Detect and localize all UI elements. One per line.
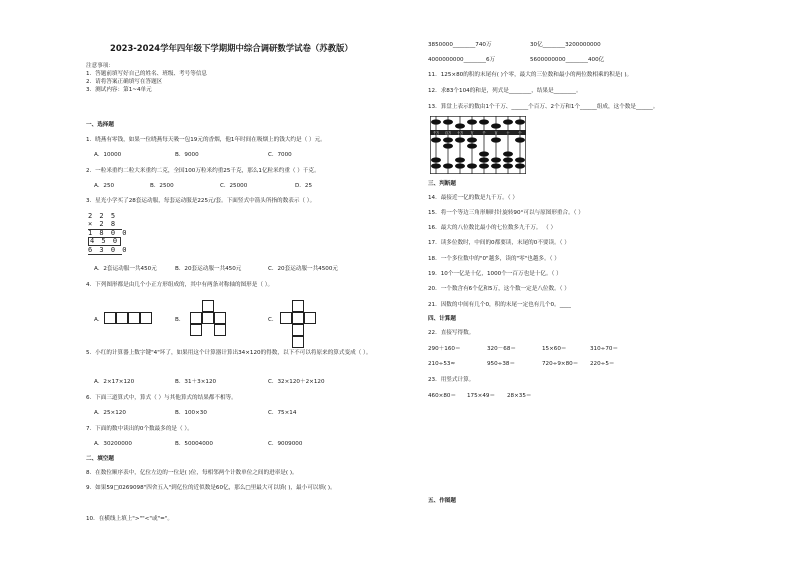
question-20: 20．一个数含有6个亿和5万，这个数一定是八位数。（ ） [428, 286, 570, 292]
q4-option-a: A． [94, 317, 104, 323]
notice-item-3: 3．测试内容：第1~4单元 [86, 87, 152, 93]
question-1: 1．晓燕有零钱，如果一位晓燕每天吸一包19元的香烟，他1年时间在吸烟上的钱大约是（ ）元。 [86, 137, 326, 143]
notice-heading: 注意事项： [86, 63, 114, 69]
section-judge: 三、判断题 [428, 181, 456, 187]
calc-3-3: 28×35＝ [507, 393, 532, 399]
question-6: 6．下面三道算式中，算式（ ）与其他算式的结果都不相等。 [86, 395, 237, 401]
question-10: 10．在横线上填上">""<"或"="。 [86, 516, 173, 522]
section-fill: 二、填空题 [86, 456, 114, 462]
mult-divider-2 [88, 254, 122, 255]
abacus-image [430, 116, 526, 174]
calc-2-1: 210÷53≈ [428, 361, 456, 367]
q4-option-b: B． [175, 317, 185, 323]
abacus-label-1: 千万 [432, 130, 440, 135]
question-15: 15．将一个等边三角形顺时针旋转90°可以与原图形重合。（ ） [428, 210, 584, 216]
mult-line-1: 2 2 5 [88, 212, 117, 220]
question-13: 13．算盘上表示的数由1个千万、______个百万、2个万和1个______组成，这个数是______。 [428, 104, 659, 110]
calc-2-2: 950÷38＝ [487, 361, 516, 367]
abacus-label-5: 千 [482, 130, 486, 135]
abacus-label-7: 十 [506, 130, 510, 135]
question-16: 16．最大的八位数比最小的七位数多九千万。 （ ） [428, 225, 557, 231]
question-2: 2．一粒米重约二粒大米重约二克，全国100万粒米约重25千克，那么1亿粒米约重（ ）千克。 [86, 168, 320, 174]
question-5: 5．小红的计算器上数字键"4"坏了，如果用这个计算器计算出34×120的得数，以下不可以将原来的算式变成（ ）。 [86, 350, 372, 356]
q2-option-b: B．2500 [150, 183, 174, 189]
question-19: 19．10个一亿是十亿，1000个一百万也是十亿。（ ） [428, 271, 562, 277]
q6-option-c: C．75×14 [268, 410, 297, 416]
question-7: 7．下面的数中读出的0个数最多的是（ ）。 [86, 426, 193, 432]
question-11: 11．125×80的积的末尾有( )个零，最大的三位数和最小的两位数相乘的积是( )。 [428, 72, 633, 78]
compare-3: 4000000000________6万 [428, 57, 496, 63]
q7-option-c: C．9009000 [268, 441, 303, 447]
mult-line-5: 6 3 0 0 [88, 245, 129, 254]
q7-option-b: B．50004000 [175, 441, 213, 447]
calc-3-2: 175×49＝ [467, 393, 496, 399]
question-21: 21．因数的中间有几个0，积的末尾一定也有几个0。____ [428, 302, 571, 308]
q5-option-a: A．2×17×120 [94, 379, 135, 385]
notice-item-2: 2．请将答案正确填写在答题区 [86, 79, 163, 85]
q4-option-c: C． [268, 317, 278, 323]
abacus-label-3: 十万 [456, 130, 464, 135]
q6-option-b: B．100×30 [175, 410, 207, 416]
page-title: 2023-2024学年四年级下学期期中综合调研数学试卷（苏教版） [110, 43, 353, 53]
q1-option-a: A．10000 [94, 152, 122, 158]
calc-2-3: 720÷9×80＝ [542, 361, 579, 367]
abacus-label-4: 万 [470, 130, 474, 135]
question-4: 4．下列图形都是由几个小正方形组成的，其中有两条对称轴的图形是（ ）。 [86, 282, 274, 288]
section-calc: 四、计算题 [428, 316, 456, 322]
abacus-label-8: 个 [518, 130, 522, 135]
mult-line-2: × 2 8 [88, 220, 117, 229]
q2-option-c: C．25000 [220, 183, 248, 189]
question-23: 23．用竖式计算。 [428, 377, 475, 383]
q1-option-b: B．9000 [175, 152, 199, 158]
q3-option-a: A．2套运动服一共450元 [94, 266, 157, 272]
question-17: 17．读多位数时，中间的0都要读，末尾的0不要读。（ ） [428, 240, 570, 246]
calc-2-4: 220÷5＝ [590, 361, 615, 367]
q5-option-b: B．31＋3×120 [175, 379, 217, 385]
mult-divider-1 [88, 229, 122, 230]
q5-option-c: C．32×120＋2×120 [268, 379, 325, 385]
q2-option-a: A．250 [94, 183, 115, 189]
calc-1-1: 290＋160＝ [428, 346, 461, 352]
compare-2: 30亿________3200000000 [530, 42, 601, 48]
abacus-label-2: 百万 [444, 130, 452, 135]
calc-3-1: 460×80＝ [428, 393, 457, 399]
q6-option-a: A．25×120 [94, 410, 126, 416]
calc-1-3: 15×60＝ [542, 346, 567, 352]
question-3: 3．星光小学买了28套运动服，每套运动服是225元/套。下面竖式中箭头所指的数表示（ ）。 [86, 198, 316, 204]
question-8: 8．在数位顺序表中，亿位左边的一位是( )位，每相邻两个计数单位之间的进率是( )。 [86, 470, 298, 476]
q1-option-c: C．7000 [268, 152, 292, 158]
q7-option-a: A．30200000 [94, 441, 132, 447]
abacus-label-6: 百 [494, 130, 498, 135]
mult-line-4-boxed: 4 5 0 [90, 236, 119, 245]
section-choice: 一、选择题 [86, 122, 114, 128]
mult-line-3: 1 8 0 0 [88, 228, 129, 237]
compare-4: 5600000000________400亿 [530, 57, 605, 63]
compare-1: 3850000________740万 [428, 42, 492, 48]
section-drawing: 五、作图题 [428, 498, 456, 504]
question-14: 14．最接近一亿的数是九千万。（ ） [428, 195, 519, 201]
calc-1-2: 320－68＝ [487, 346, 516, 352]
calc-1-4: 310÷70＝ [590, 346, 619, 352]
q3-option-b: B．20套运动服一共450元 [175, 266, 242, 272]
question-12: 12．求83个104的和是，列式是________，结果是________。 [428, 88, 582, 94]
question-18: 18．一个多位数中的"0"越多，读的"零"也越多。（ ） [428, 256, 560, 262]
q2-option-d: D．25 [295, 183, 313, 189]
q3-option-c: C．20套运动服一共4500元 [268, 266, 339, 272]
vertical-multiplication [88, 212, 128, 254]
question-9: 9．如果59□0269098"四舍五入"到亿位的近似数是60亿，那么□里最大可以填( )，最小可以填( )。 [86, 485, 336, 491]
question-22: 22．直接写得数。 [428, 330, 475, 336]
notice-item-1: 1．答题前填写好自己的姓名、班级、考号等信息 [86, 71, 208, 77]
